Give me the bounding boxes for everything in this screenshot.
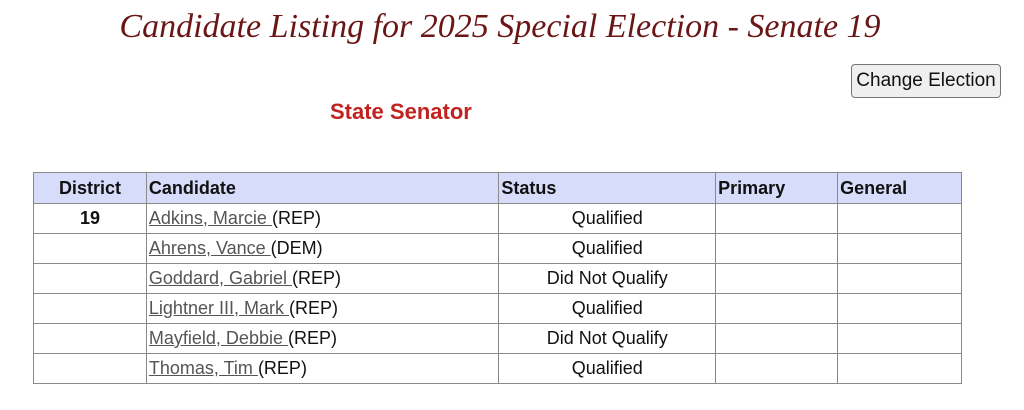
- table-row: [34, 234, 962, 264]
- header-district: District: [34, 173, 147, 204]
- candidate-table: [33, 172, 962, 384]
- general-cell: [838, 324, 962, 354]
- header-general: General: [838, 173, 962, 204]
- candidate-link[interactable]: Thomas, Tim: [148, 358, 258, 378]
- office-title: State Senator: [330, 99, 472, 124]
- candidate-cell: [146, 204, 499, 234]
- header-primary: Primary: [716, 173, 838, 204]
- candidate-link[interactable]: Ahrens, Vance: [148, 238, 271, 258]
- candidate-link[interactable]: Goddard, Gabriel: [148, 268, 292, 288]
- district-cell: [34, 234, 147, 264]
- candidate-cell: [146, 354, 499, 384]
- primary-cell: [716, 264, 838, 294]
- page-title: Candidate Listing for 2025 Special Election - Senate 19: [119, 8, 881, 45]
- candidate-link[interactable]: Lightner III, Mark: [148, 298, 289, 318]
- general-cell: [838, 234, 962, 264]
- general-cell: [838, 264, 962, 294]
- district-cell: [34, 294, 147, 324]
- district-cell: [34, 264, 147, 294]
- candidate-cell: [146, 324, 499, 354]
- primary-cell: [716, 294, 838, 324]
- district-cell: [34, 354, 147, 384]
- change-election-button[interactable]: Change Election: [851, 64, 1001, 98]
- header-status: Status: [499, 173, 716, 204]
- primary-cell: [716, 354, 838, 384]
- status-cell: Qualified: [499, 294, 716, 324]
- table-row: [34, 324, 962, 354]
- candidate-cell: [146, 264, 499, 294]
- candidate-cell: [146, 294, 499, 324]
- status-cell: Did Not Qualify: [499, 324, 716, 354]
- table-row: [34, 264, 962, 294]
- table-header-row: [34, 173, 962, 204]
- status-cell: Qualified: [499, 354, 716, 384]
- status-cell: Qualified: [499, 234, 716, 264]
- district-cell: [34, 324, 147, 354]
- party-label: (REP): [291, 268, 341, 288]
- status-cell: Qualified: [499, 204, 716, 234]
- district-cell: 19: [34, 204, 147, 234]
- party-label: (DEM): [270, 238, 323, 258]
- party-label: (REP): [271, 208, 321, 228]
- table-row: [34, 294, 962, 324]
- party-label: (REP): [288, 298, 338, 318]
- general-cell: [838, 354, 962, 384]
- candidate-cell: [146, 234, 499, 264]
- primary-cell: [716, 234, 838, 264]
- candidate-link[interactable]: Adkins, Marcie: [148, 208, 272, 228]
- primary-cell: [716, 324, 838, 354]
- general-cell: [838, 294, 962, 324]
- party-label: (REP): [257, 358, 307, 378]
- party-label: (REP): [287, 328, 337, 348]
- table-row: [34, 204, 962, 234]
- primary-cell: [716, 204, 838, 234]
- table-row: [34, 354, 962, 384]
- header-candidate: Candidate: [146, 173, 499, 204]
- status-cell: Did Not Qualify: [499, 264, 716, 294]
- candidate-link[interactable]: Mayfield, Debbie: [148, 328, 288, 348]
- general-cell: [838, 204, 962, 234]
